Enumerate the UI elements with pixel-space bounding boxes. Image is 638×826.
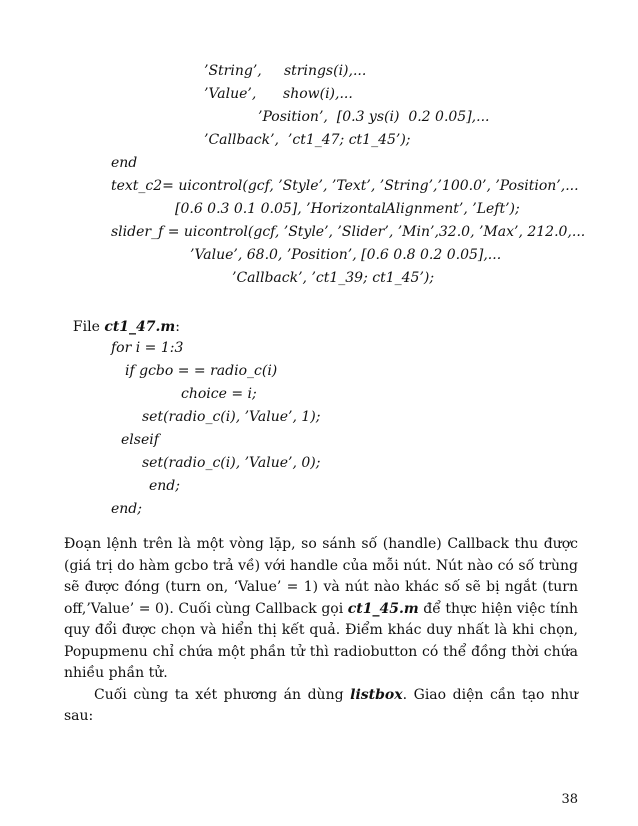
paragraph-1-emphasis: ct1_45.m [347,600,419,617]
file-code-line-1: for i = 1:3 [111,340,184,356]
paragraph-1-text-b: để thực hiện việc tính quy đổi được chọn và hiển thị kết quả. Điểm khác duy nhất là khi chọn, Popupmenu chỉ chứa một phần tử thì radiobutton có thể đồng thời chứa nhiều phần tử. [64,600,578,681]
code-line-5: end [111,155,138,171]
file-name: ct1_47.m [104,319,176,335]
code-line-2: ’Value’, show(i),... [204,86,353,102]
code-line-3: ’Position’, [0.3 ys(i) 0.2 0.05],... [258,109,490,125]
file-code-line-8: end; [111,501,142,517]
paragraph-2-text-b: . Giao diện cần tạo như sau: [64,686,578,724]
code-line-10: ’Callback’, ’ct1_39; ct1_45’); [232,270,435,286]
file-code-line-2: if gcbo = = radio_c(i) [125,363,278,379]
file-code-line-7: end; [149,478,180,494]
code-line-8: slider_f = uicontrol(gcf, ’Style’, ’Slider’, ’Min’,32.0, ’Max’, 212.0,... [111,224,586,240]
code-line-6: text_c2= uicontrol(gcf, ’Style’, ’Text’, ’String’,’100.0’, ’Position’,... [111,178,579,194]
code-line-1: ’String’, strings(i),... [204,63,367,79]
file-colon: : [175,319,180,335]
file-code-line-5: elseif [121,432,159,448]
paragraph-2-text-a: Cuối cùng ta xét phương án dùng [94,686,351,703]
paragraph-2 [64,685,578,728]
file-code-line-4: set(radio_c(i), ’Value’, 1); [142,409,321,425]
file-label: File [72,319,105,335]
code-line-4: ’Callback’, ’ct1_47; ct1_45’); [204,132,411,148]
file-code-line-6: set(radio_c(i), ’Value’, 0); [142,455,321,471]
file-code-line-3: choice = i; [181,386,257,402]
paragraph-2-emphasis: listbox [350,686,403,703]
file-heading [64,300,180,336]
paragraph-1-text-a: Đoạn lệnh trên là một vòng lặp, so sánh số (handle) Callback thu được (giá trị do hàm gcbo trả về) với handle của mỗi nút. Nút nào có số trùng sẽ được đóng (turn on, ‘Value’ = 1) và nút nào khác số sẽ bị ngắt (turn off,’Value’ = 0). Cuối cùng Callback gọi [64,536,578,617]
code-line-7: [0.6 0.3 0.1 0.05], ’HorizontalAlignment’, ’Left’); [175,201,520,217]
paragraph-1 [64,534,578,685]
code-line-9: ’Value’, 68.0, ’Position’, [0.6 0.8 0.2 0.05],... [190,247,502,263]
body-text [64,534,578,728]
page-number: 38 [561,792,578,807]
